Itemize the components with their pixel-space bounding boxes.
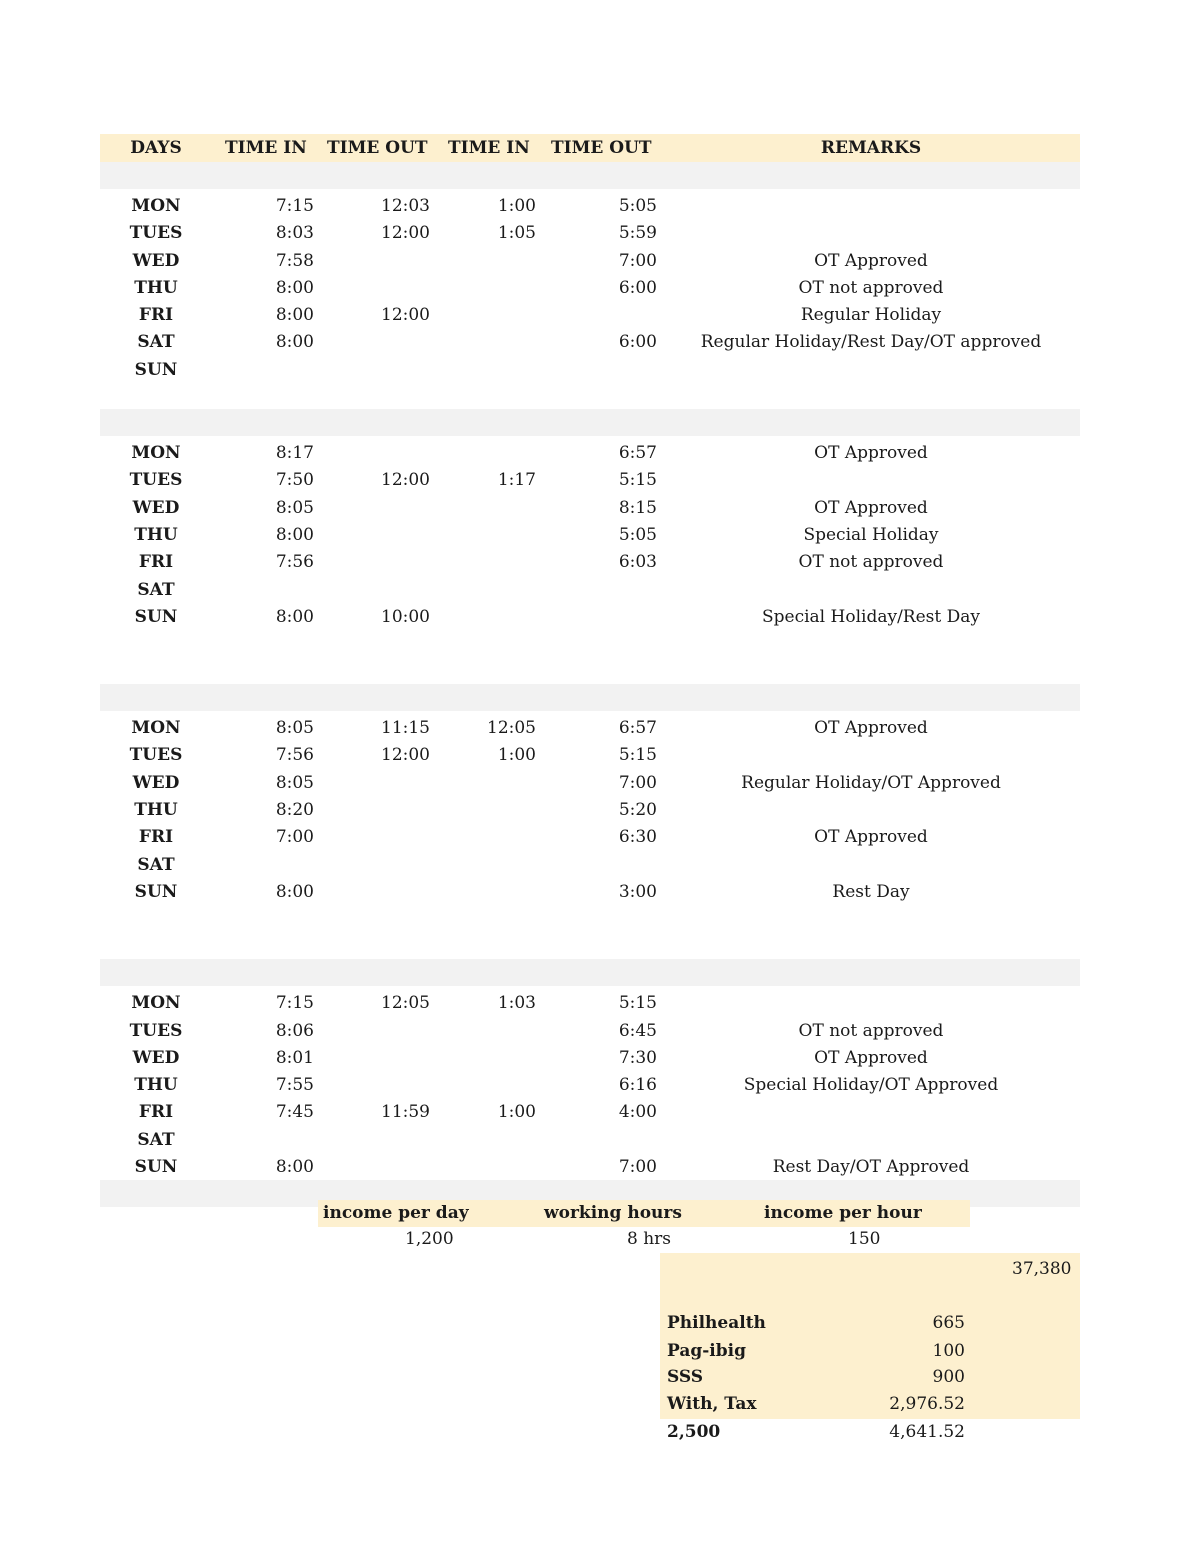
remarks-cell: OT Approved [814, 497, 928, 518]
time-in-2-cell: 1:03 [497, 993, 536, 1014]
day-cell: WED [132, 497, 180, 518]
table-row [100, 521, 1080, 548]
week-separator [100, 959, 1080, 986]
time-in-1-cell: 7:00 [275, 827, 314, 848]
remarks-cell: OT not approved [798, 277, 944, 298]
time-in-2-cell: 1:00 [497, 745, 536, 766]
time-out-2-cell: 7:00 [618, 250, 657, 271]
time-out-1-cell: 11:59 [381, 1102, 430, 1123]
day-cell: SAT [137, 854, 175, 875]
time-out-2-cell: 5:05 [618, 196, 657, 216]
table-row [100, 494, 1080, 521]
time-in-1-cell: 8:00 [275, 606, 314, 627]
header-time-in-1: TIME IN [225, 138, 307, 158]
table-row [100, 1098, 1080, 1125]
time-in-1-cell: 7:15 [275, 196, 314, 216]
time-in-1-cell: 7:45 [275, 1102, 314, 1123]
time-in-1-cell: 8:06 [275, 1020, 314, 1041]
time-in-1-cell: 8:17 [275, 443, 314, 464]
total-deductions-value: 4,641.52 [889, 1422, 965, 1442]
header-days: DAYS [130, 138, 182, 158]
table-row [100, 548, 1080, 575]
time-out-2-cell: 5:15 [618, 993, 657, 1014]
time-out-2-cell: 3:00 [618, 881, 657, 902]
time-out-2-cell: 7:30 [618, 1047, 657, 1068]
day-cell: SAT [137, 1129, 175, 1150]
time-in-2-cell: 1:05 [497, 223, 536, 244]
time-in-1-cell: 8:00 [275, 1157, 314, 1178]
day-cell: TUES [129, 745, 183, 766]
week-separator [100, 684, 1080, 711]
time-in-1-cell: 8:00 [275, 881, 314, 902]
day-cell: THU [134, 277, 178, 298]
time-in-1-cell: 8:05 [275, 772, 314, 793]
time-in-1-cell: 8:03 [275, 223, 314, 244]
table-row [100, 439, 1080, 466]
income-header-row [318, 1200, 970, 1227]
remarks-cell: OT Approved [814, 443, 928, 464]
time-in-1-cell: 8:00 [275, 332, 314, 353]
day-cell: FRI [138, 1102, 174, 1123]
time-out-1-cell: 12:00 [381, 223, 430, 244]
day-cell: MON [131, 196, 181, 216]
pagibig-label: Pag-ibig [667, 1341, 746, 1361]
time-out-2-cell: 5:05 [618, 524, 657, 545]
table-row [100, 274, 1080, 301]
time-out-1-cell: 12:03 [381, 196, 430, 216]
day-cell: SUN [134, 606, 178, 627]
remarks-cell: OT Approved [814, 1047, 928, 1068]
timesheet [100, 134, 1080, 1207]
time-in-2-cell: 1:00 [497, 1102, 536, 1123]
time-in-1-cell: 8:00 [275, 524, 314, 545]
table-row [100, 192, 1080, 219]
remarks-cell: OT Approved [814, 250, 928, 271]
table-row [100, 714, 1080, 741]
table-row [100, 823, 1080, 850]
table-row [100, 1126, 1080, 1153]
day-cell: TUES [129, 223, 183, 244]
day-cell: WED [132, 772, 180, 793]
time-out-2-cell: 5:15 [618, 745, 657, 766]
time-in-1-cell: 8:05 [275, 497, 314, 518]
time-out-1-cell: 12:00 [381, 305, 430, 326]
day-cell: THU [134, 524, 178, 545]
time-out-2-cell: 6:00 [618, 277, 657, 298]
table-row [100, 1017, 1080, 1044]
time-in-1-cell: 7:15 [275, 993, 314, 1014]
table-row [100, 356, 1080, 383]
day-cell: WED [132, 1047, 180, 1068]
day-cell: TUES [129, 470, 183, 491]
time-out-1-cell: 12:00 [381, 745, 430, 766]
table-row [100, 576, 1080, 603]
time-out-2-cell: 6:57 [618, 718, 657, 739]
table-row [100, 851, 1080, 878]
day-cell: MON [131, 993, 181, 1014]
remarks-cell: OT Approved [814, 718, 928, 739]
table-row [100, 301, 1080, 328]
table-row [100, 1071, 1080, 1098]
day-cell: SUN [134, 1157, 178, 1178]
withholding-tax-value: 2,976.52 [889, 1394, 965, 1414]
time-in-1-cell: 8:01 [275, 1047, 314, 1068]
day-cell: FRI [138, 552, 174, 573]
income-per-hour-label: income per hour [764, 1203, 922, 1223]
time-out-2-cell: 8:15 [618, 497, 657, 518]
time-out-2-cell: 6:03 [618, 552, 657, 573]
working-hours-label: working hours [544, 1203, 682, 1223]
time-in-2-cell: 12:05 [487, 718, 536, 739]
total-value: 37,380 [1012, 1259, 1072, 1279]
time-out-2-cell: 6:00 [618, 332, 657, 353]
time-out-2-cell: 7:00 [618, 1157, 657, 1178]
time-out-1-cell: 10:00 [381, 606, 430, 627]
income-per-day-value: 1,200 [405, 1229, 454, 1249]
remarks-cell: Regular Holiday [800, 305, 942, 326]
table-row [100, 247, 1080, 274]
remarks-cell: OT not approved [798, 552, 944, 573]
day-cell: SAT [137, 579, 175, 600]
table-row [100, 989, 1080, 1016]
working-hours-value: 8 hrs [627, 1229, 672, 1249]
pagibig-value: 100 [932, 1341, 965, 1361]
table-row [100, 1153, 1080, 1180]
sss-value: 900 [932, 1367, 965, 1387]
header-time-in-2: TIME IN [448, 138, 530, 158]
table-row [100, 769, 1080, 796]
time-out-2-cell: 5:20 [618, 800, 657, 821]
column-header-row [100, 134, 1080, 162]
philhealth-label: Philhealth [667, 1313, 766, 1333]
remarks-cell: Regular Holiday/Rest Day/OT approved [700, 332, 1042, 353]
income-per-hour-value: 150 [848, 1229, 881, 1249]
time-out-2-cell: 7:00 [618, 772, 657, 793]
remarks-cell: Rest Day/OT Approved [772, 1157, 970, 1178]
day-cell: MON [131, 718, 181, 739]
time-in-1-cell: 8:05 [275, 718, 314, 739]
time-out-2-cell: 6:16 [618, 1075, 657, 1096]
philhealth-value: 665 [932, 1313, 965, 1333]
weeks-container [100, 162, 1080, 1207]
remarks-cell: Special Holiday/Rest Day [762, 606, 980, 627]
remarks-cell: Regular Holiday/OT Approved [741, 772, 1001, 793]
time-in-2-cell: 1:00 [497, 196, 536, 216]
time-in-1-cell: 7:55 [275, 1075, 314, 1096]
time-in-1-cell: 7:58 [275, 250, 314, 271]
remarks-cell: OT not approved [798, 1020, 944, 1041]
time-in-2-cell: 1:17 [497, 470, 536, 491]
day-cell: SUN [134, 359, 178, 380]
time-out-2-cell: 4:00 [618, 1102, 657, 1123]
day-cell: MON [131, 443, 181, 464]
bottom-left-value: 2,500 [667, 1422, 721, 1442]
time-out-2-cell: 5:59 [618, 223, 657, 244]
day-cell: THU [134, 1075, 178, 1096]
time-out-1-cell: 12:05 [381, 993, 430, 1014]
header-remarks: REMARKS [820, 138, 922, 158]
time-out-2-cell: 6:57 [618, 443, 657, 464]
time-out-2-cell: 5:15 [618, 470, 657, 491]
table-row [100, 741, 1080, 768]
day-cell: FRI [138, 305, 174, 326]
withholding-tax-label: With, Tax [667, 1394, 757, 1414]
income-per-day-label: income per day [323, 1203, 469, 1223]
table-row [100, 1044, 1080, 1071]
time-in-1-cell: 8:00 [275, 277, 314, 298]
time-in-1-cell: 7:56 [275, 552, 314, 573]
table-row [100, 219, 1080, 246]
day-cell: SUN [134, 881, 178, 902]
table-row [100, 878, 1080, 905]
day-cell: THU [134, 800, 178, 821]
header-time-out-1: TIME OUT [327, 138, 428, 158]
day-cell: WED [132, 250, 180, 271]
day-cell: FRI [138, 827, 174, 848]
table-row [100, 796, 1080, 823]
time-in-1-cell: 8:20 [275, 800, 314, 821]
table-row [100, 466, 1080, 493]
remarks-cell: Special Holiday [803, 524, 939, 545]
time-in-1-cell: 8:00 [275, 305, 314, 326]
time-out-2-cell: 6:45 [618, 1020, 657, 1041]
week-separator [100, 162, 1080, 189]
remarks-cell: OT Approved [814, 827, 928, 848]
sss-label: SSS [667, 1367, 704, 1387]
day-cell: SAT [137, 332, 175, 353]
table-row [100, 328, 1080, 355]
week-separator [100, 409, 1080, 436]
header-time-out-2: TIME OUT [551, 138, 652, 158]
time-out-2-cell: 6:30 [618, 827, 657, 848]
time-out-1-cell: 12:00 [381, 470, 430, 491]
time-out-1-cell: 11:15 [381, 718, 430, 739]
day-cell: TUES [129, 1020, 183, 1041]
remarks-cell: Special Holiday/OT Approved [743, 1075, 999, 1096]
time-in-1-cell: 7:56 [275, 745, 314, 766]
time-in-1-cell: 7:50 [275, 470, 314, 491]
remarks-cell: Rest Day [832, 881, 910, 902]
table-row [100, 603, 1080, 630]
